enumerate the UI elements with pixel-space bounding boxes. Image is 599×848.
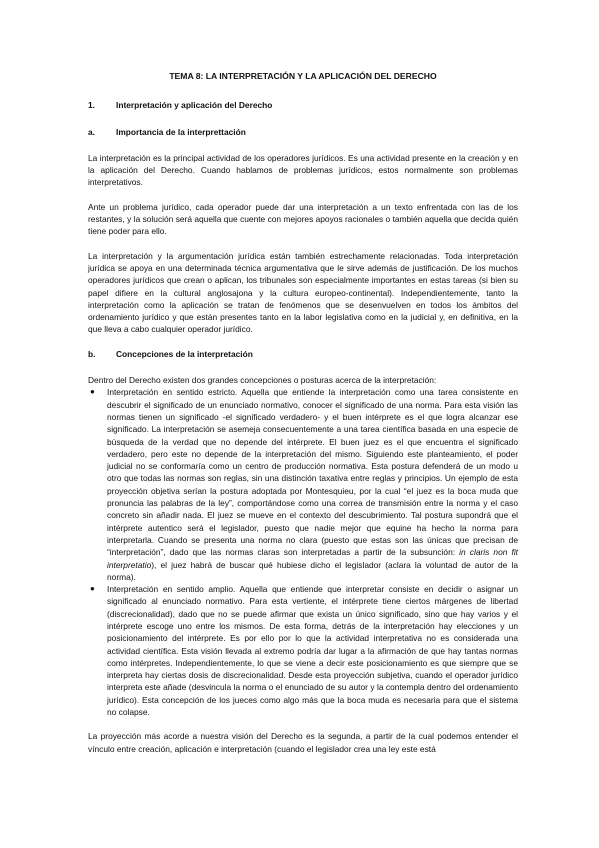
list-item [88,386,518,583]
page-title: TEMA 8: LA INTERPRETACIÓN Y LA APLICACIÓN DEL DERECHO [169,71,437,81]
subsection-heading-a [88,126,518,138]
subsection-number: b. [88,348,96,359]
bullet-icon: ● [90,387,95,397]
document-body [88,70,518,767]
subsection-number: a. [88,126,95,137]
paragraph-3: La interpretación y la argumentación jurídica están también estrechamente relacionadas. Toda interpretación jurídica se apoya en una determinada técnica argumentativa que le sirve además de justificación. De los muchos operadores jurídicos que crean o aplican, los tribunales son especialmente importantes en estas tareas (si bien su papel difiere en la cultural anglosajona y la cultura europeo-continental). Independientemente, tanto la interpretación como la aplicación se tratan de fenómenos que se desenvuelven en todos los ámbitos del ordenamiento jurídico y que están presentes tanto en la labor legislativa como en la judicial y, en definitiva, en la que lleva a cabo cualquier operador jurídico. [88,250,518,335]
list-item-text: Interpretación en sentido amplio. Aquella que entiende que interpretar consiste en decidir o asignar un significado al enunciado normativo. Para esta vertiente, el intérprete tiene ciertos márgenes de libertad (discrecionalidad), dado que no se puede afirmar que exista un único significado, sino que hay varios y el intérprete escoge uno entre los mismos. De esta forma, detrás de la interpretación hay elecciones y un posicionamiento del intérprete. Es por ello por lo que la actividad interpretativa no es considerada una actividad científica. Esta visión llevada al extremo podría dar lugar a la afirmación de que hay tantas normas como intérpretes. Independientemente, lo que se viene a decir este posicionamiento es que siempre que se interpreta hay ciertas dosis de discrecionalidad. Desde esta proyección subjetiva, cuando el operador jurídico interpreta este añade (desvincula la norma o el enunciado de su autor y la contempla dentro del ordenamiento jurídico). Esta concepción de los jueces como algo más que la boca muda es necesaria para que el sistema no colapse. [107,584,518,718]
section-heading-1 [88,99,518,111]
subsection-heading-b [88,348,518,360]
bullet-list [88,386,518,718]
paragraph-1: La interpretación es la principal actividad de los operadores jurídicos. Es una actividad presente en la creación y en la aplicación del Derecho. Cuando hablamos de problemas jurídicos, estos normalmente son problemas interpretativos. [88,152,518,188]
subsection-label: Importancia de la interprettación [116,126,246,137]
bullet-icon: ● [90,584,95,594]
subsection-label: Concepciones de la interpretación [116,348,253,359]
section-label: Interpretación y aplicación del Derecho [116,100,273,111]
section-number: 1. [88,100,95,111]
list-item [88,583,518,718]
list-item-text: Interpretación en sentido estricto. Aquella que entiende la interpretación como una tarea consistente en descubrir el significado de un enunciado normativo, conocer el significado de una norma. Para esta visión las normas tienen un significado -el significado verdadero- y el buen intérprete es el que logra alcanzar ese significado. La interpretación se asemeja consecuentemente a una tarea científica basada en una especie de búsqueda de la verdad que no depende del intérprete. El buen juez es el que encuentra el significado verdadero, pero este no depende de la interpretación del mismo. Siguiendo este planteamiento, el poder judicial no se conformaría como un centro de producción normativa. Esta postura defenderá de un modo u otro que todas las normas son reglas, sin una distinción taxativa entre reglas y principios. Un ejemplo de esta proyección objetiva serían la postura adoptada por Montesquieu, por la cual “el juez es la boca muda que pronuncia las palabras de la ley”, comportándose como una correa de transmisión entre la norma y el caso concreto sin añadir nada. El juez se mueve en el contexto del descubrimiento. Tal postura supondrá que el intérprete autentico será el legislador, puesto que nadie mejor que equine ha hecho la norma para interpretarla. Cuando se presenta una norma no clara (puesto que estas son las únicas que precisan de “interpretación”, dado que las normas claras son interpretadas a partir de la subsunción: [107,387,518,558]
list-item-emphasis: in claris non fit interpretatio [107,547,519,570]
paragraph-last: La proyección más acorde a nuestra visión del Derecho es la segunda, a partir de la cual podemos entender el vínculo entre creación, aplicación e interpretación (cuando el legislador crea una ley este está [88,731,518,754]
list-item-text-end: ), el juez habrá de buscar qué hubiese dicho el legislador (aclara la voluntad de autor de la norma). [107,559,518,582]
list-intro: Dentro del Derecho existen dos grandes concepciones o posturas acerca de la interpretación: [88,375,437,386]
paragraph-2: Ante un problema jurídico, cada operador puede dar una interpretación a un texto enfrentada con las de los restantes, y la solución será aquella que cuente con mejores apoyos racionales o también aquella que decida quién tiene poder para ello. [88,201,518,237]
